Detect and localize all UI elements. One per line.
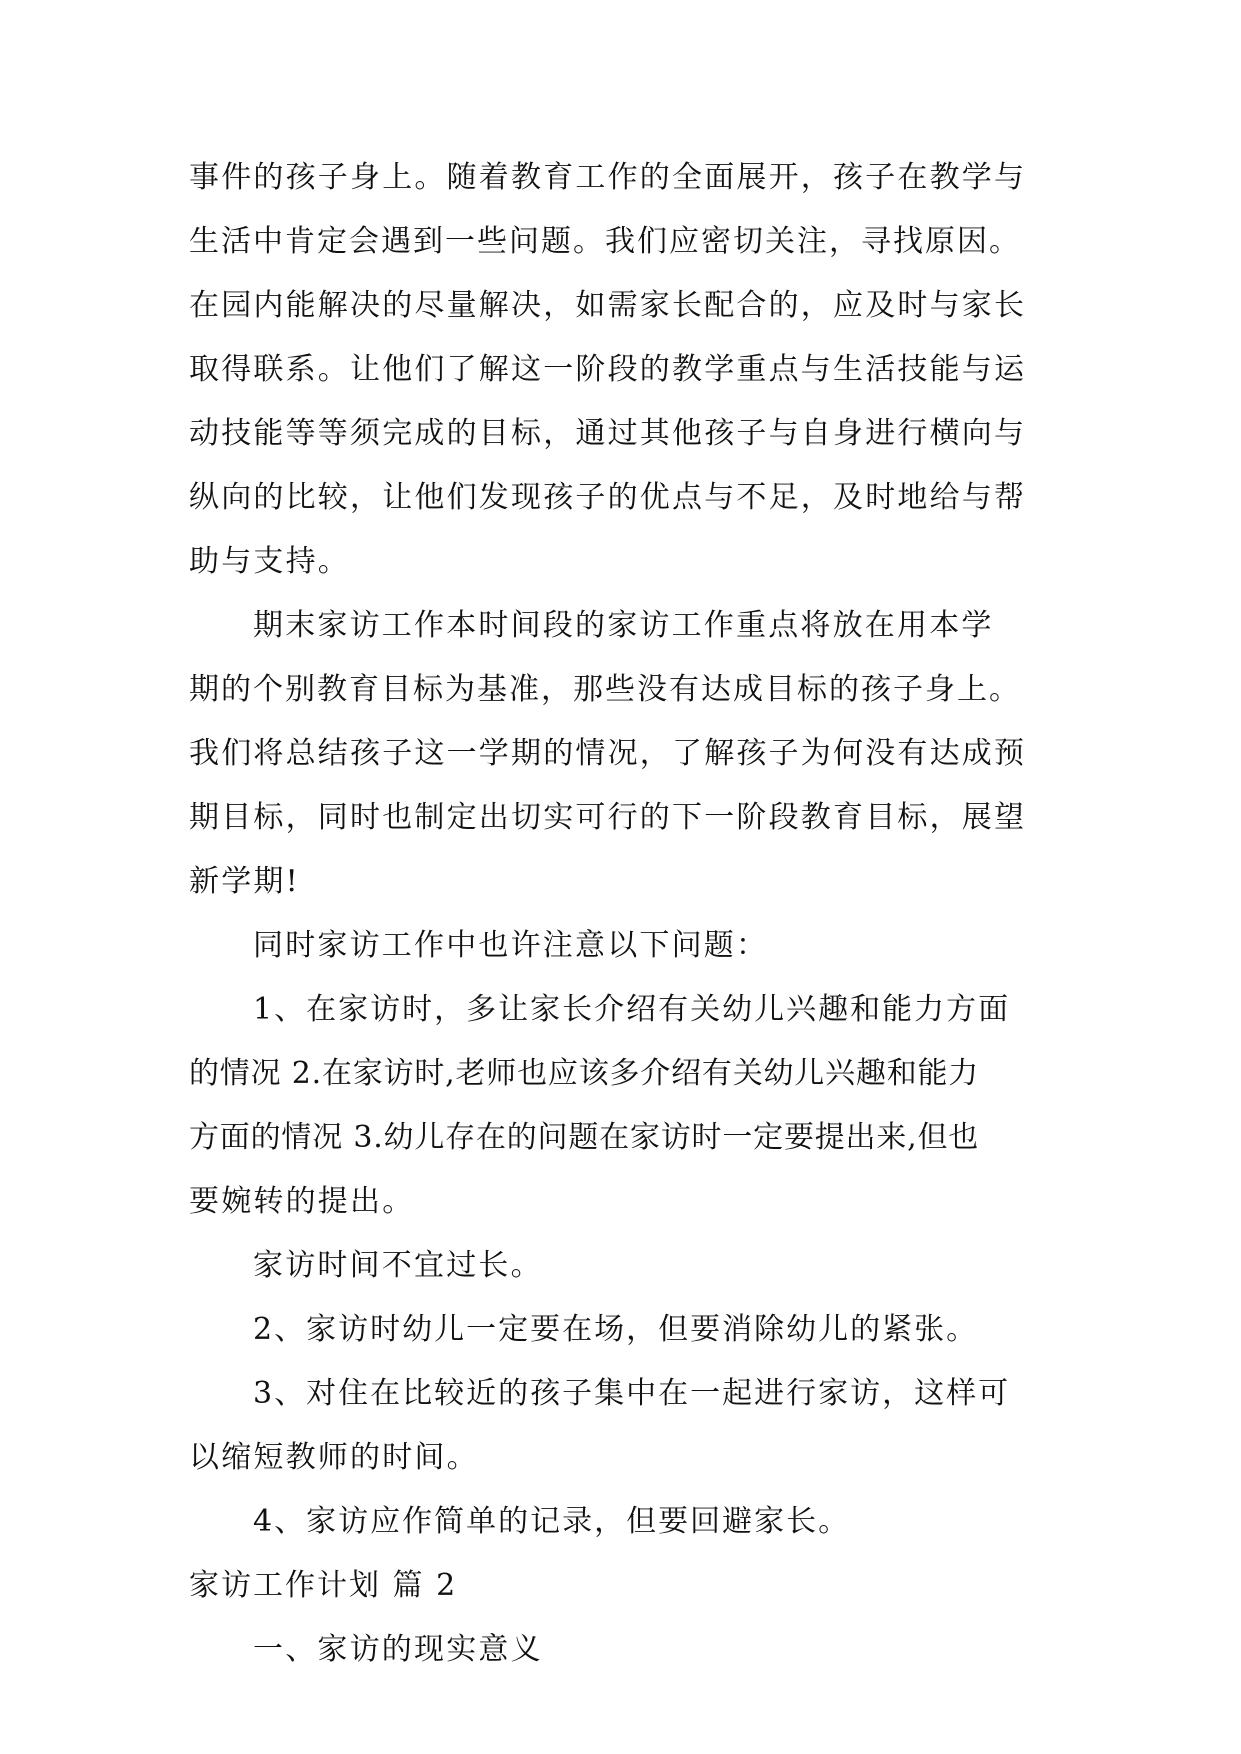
paragraph-line: 2、家访时幼儿一定要在场，但要消除幼儿的紧张。 bbox=[253, 1312, 979, 1347]
paragraph-line: 新学期! bbox=[189, 864, 300, 899]
paragraph-line: 事件的孩子身上。随着教育工作的全面展开，孩子在教学与 bbox=[189, 160, 1027, 195]
paragraph-line: 同时家访工作中也许注意以下问题： bbox=[253, 928, 769, 963]
paragraph-line: 方面的情况 3.幼儿存在的问题在家访时一定要提出来,但也 bbox=[189, 1120, 980, 1155]
subsection-heading: 一、家访的现实意义 bbox=[253, 1632, 543, 1667]
paragraph-line: 以缩短教师的时间。 bbox=[189, 1440, 479, 1475]
paragraph-line: 期的个别教育目标为基准，那些没有达成目标的孩子身上。 bbox=[189, 672, 1021, 707]
paragraph-line: 4、家访应作简单的记录，但要回避家长。 bbox=[253, 1504, 851, 1539]
paragraph-line: 在园内能解决的尽量解决，如需家长配合的，应及时与家长 bbox=[189, 288, 1027, 323]
paragraph-line: 动技能等等须完成的目标，通过其他孩子与自身进行横向与 bbox=[189, 416, 1027, 451]
paragraph-line: 要婉转的提出。 bbox=[189, 1184, 415, 1219]
paragraph-line: 期末家访工作本时间段的家访工作重点将放在用本学 bbox=[253, 608, 994, 643]
paragraph-line: 助与支持。 bbox=[189, 544, 350, 579]
section-heading: 家访工作计划 篇 2 bbox=[189, 1568, 458, 1603]
paragraph-line: 1、在家访时，多让家长介绍有关幼儿兴趣和能力方面 bbox=[253, 992, 1011, 1027]
paragraph-line: 家访时间不宜过长。 bbox=[253, 1248, 543, 1283]
paragraph-line: 取得联系。让他们了解这一阶段的教学重点与生活技能与运 bbox=[189, 352, 1027, 387]
paragraph-line: 我们将总结孩子这一学期的情况，了解孩子为何没有达成预 bbox=[189, 736, 1027, 771]
paragraph-line: 生活中肯定会遇到一些问题。我们应密切关注，寻找原因。 bbox=[189, 224, 1021, 259]
paragraph-line: 的情况 2.在家访时,老师也应该多介绍有关幼儿兴趣和能力 bbox=[189, 1056, 980, 1091]
paragraph-line: 3、对住在比较近的孩子集中在一起进行家访，这样可 bbox=[253, 1376, 1011, 1411]
paragraph-line: 纵向的比较，让他们发现孩子的优点与不足，及时地给与帮 bbox=[189, 480, 1027, 515]
paragraph-line: 期目标，同时也制定出切实可行的下一阶段教育目标，展望 bbox=[189, 800, 1027, 835]
